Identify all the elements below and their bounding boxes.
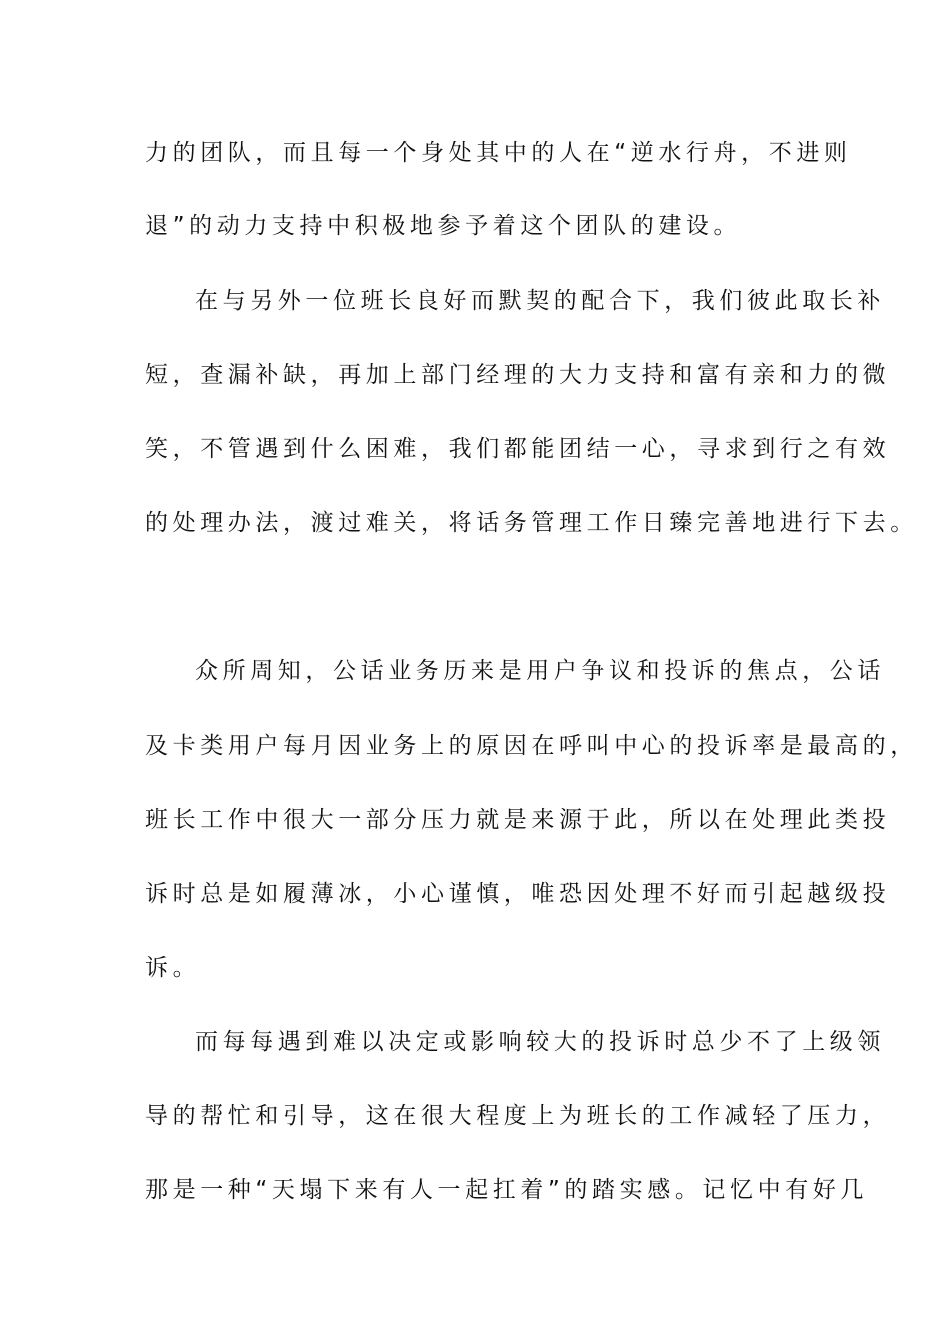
- text-line: 班长工作中很大一部分压力就是来源于此，所以在处理此类投: [145, 807, 891, 833]
- text-line: 力的团队，而且每一个身处其中的人在“逆水行舟，不进则: [145, 140, 852, 166]
- text-line: 笑，不管遇到什么困难，我们都能团结一心，寻求到行之有效: [145, 436, 891, 462]
- text-line: 众所周知，公话业务历来是用户争议和投诉的焦点，公话: [195, 658, 885, 684]
- text-line: 及卡类用户每月因业务上的原因在呼叫中心的投诉率是最高的，: [145, 733, 918, 759]
- text-line: 在与另外一位班长良好而默契的配合下，我们彼此取长补: [195, 288, 885, 314]
- text-line: 导的帮忙和引导，这在很大程度上为班长的工作减轻了压力，: [145, 1103, 891, 1129]
- text-line: 而每每遇到难以决定或影响较大的投诉时总少不了上级领: [195, 1029, 885, 1055]
- text-line: 诉时总是如履薄冰，小心谨慎，唯恐因处理不好而引起越级投: [145, 881, 891, 907]
- text-line: 退”的动力支持中积极地参予着这个团队的建设。: [145, 213, 742, 239]
- text-line: 诉。: [145, 955, 201, 981]
- text-line: 短，查漏补缺，再加上部门经理的大力支持和富有亲和力的微: [145, 362, 891, 388]
- text-line: 那是一种“天塌下来有人一起扛着”的踏实感。记忆中有好几: [145, 1177, 869, 1203]
- text-line: 的处理办法，渡过难关，将话务管理工作日臻完善地进行下去。: [145, 510, 918, 536]
